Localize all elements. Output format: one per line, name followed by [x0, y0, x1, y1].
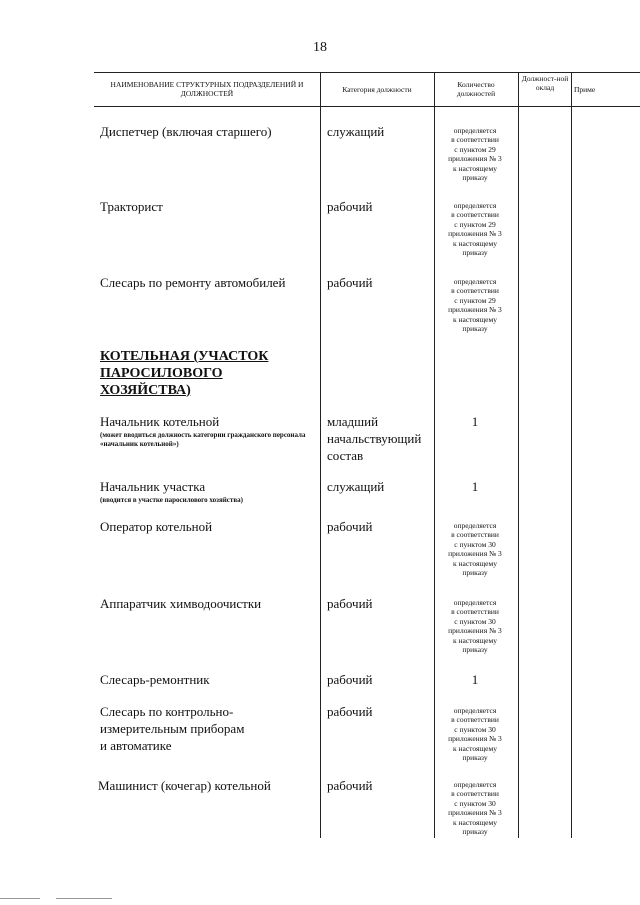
row-category: служащий — [327, 124, 385, 139]
page-number: 18 — [313, 40, 327, 55]
row-quantity: определяется в соответствии с пунктом 29 приложения № 3 к настоящему приказу — [448, 277, 502, 333]
row-name: Тракторист — [100, 199, 163, 214]
header-salary-column: Должност-ной оклад — [521, 74, 569, 92]
row-name: Оператор котельной — [100, 519, 213, 534]
row-quantity: определяется в соответствии с пунктом 30 приложения № 3 к настоящему приказу — [448, 521, 502, 577]
row-quantity: 1 — [471, 479, 479, 494]
header-note-column: Приме — [574, 85, 596, 94]
row-name-cell — [100, 479, 315, 505]
row-category: рабочий — [327, 275, 373, 290]
header-name-column: НАИМЕНОВАНИЕ СТРУКТУРНЫХ ПОДРАЗДЕЛЕНИЙ И ДОЛЖНОСТЕЙ — [110, 80, 304, 98]
row-category: рабочий — [327, 672, 373, 687]
row-name: Слесарь по ремонту автомобилей — [100, 275, 286, 290]
row-category: рабочий — [327, 519, 373, 534]
row-quantity: определяется в соответствии с пунктом 30 приложения № 3 к настоящему приказу — [448, 780, 502, 836]
col-divider-1 — [320, 72, 321, 838]
row-note: (может вводиться должность категории гражданского персонала «начальник котельной») — [100, 430, 306, 448]
row-quantity: определяется в соответствии с пунктом 29 приложения № 3 к настоящему приказу — [448, 126, 502, 182]
row-category: рабочий — [327, 704, 373, 719]
row-category: рабочий — [327, 596, 373, 611]
row-category: рабочий — [327, 199, 373, 214]
row-category: рабочий — [327, 778, 373, 793]
col-divider-4 — [571, 72, 572, 838]
row-category: младший начальствующий состав — [327, 414, 422, 463]
header-bottom-line — [94, 106, 640, 107]
section-title: КОТЕЛЬНАЯ (УЧАСТОК ПАРОСИЛОВОГО ХОЗЯЙСТВА) — [100, 349, 269, 398]
row-name: Начальник участка — [100, 479, 206, 494]
scan-artifact-line — [0, 898, 40, 899]
row-note: (вводится в участке паросилового хозяйства) — [100, 495, 243, 504]
row-quantity: 1 — [471, 672, 479, 687]
row-name: Диспетчер (включая старшего) — [100, 124, 272, 139]
header-quantity-column: Количество должностей — [456, 80, 496, 98]
row-name: Слесарь-ремонтник — [100, 672, 210, 687]
row-quantity: определяется в соответствии с пунктом 30 приложения № 3 к настоящему приказу — [448, 706, 502, 762]
row-quantity: 1 — [471, 414, 479, 429]
header-category-column: Категория должности — [342, 85, 412, 94]
row-name-cell — [100, 414, 315, 449]
row-quantity: определяется в соответствии с пунктом 30 приложения № 3 к настоящему приказу — [448, 598, 502, 654]
row-name: Машинист (кочегар) котельной — [98, 778, 271, 793]
row-quantity: определяется в соответствии с пунктом 29 приложения № 3 к настоящему приказу — [448, 201, 502, 257]
row-name: Слесарь по контрольно- измерительным приборам и автоматике — [100, 704, 245, 753]
row-name: Начальник котельной — [100, 414, 220, 429]
row-name: Аппаратчик химводоочистки — [100, 596, 262, 611]
header-top-line — [94, 72, 640, 73]
row-category: служащий — [327, 479, 385, 494]
scan-artifact-line — [56, 898, 112, 899]
